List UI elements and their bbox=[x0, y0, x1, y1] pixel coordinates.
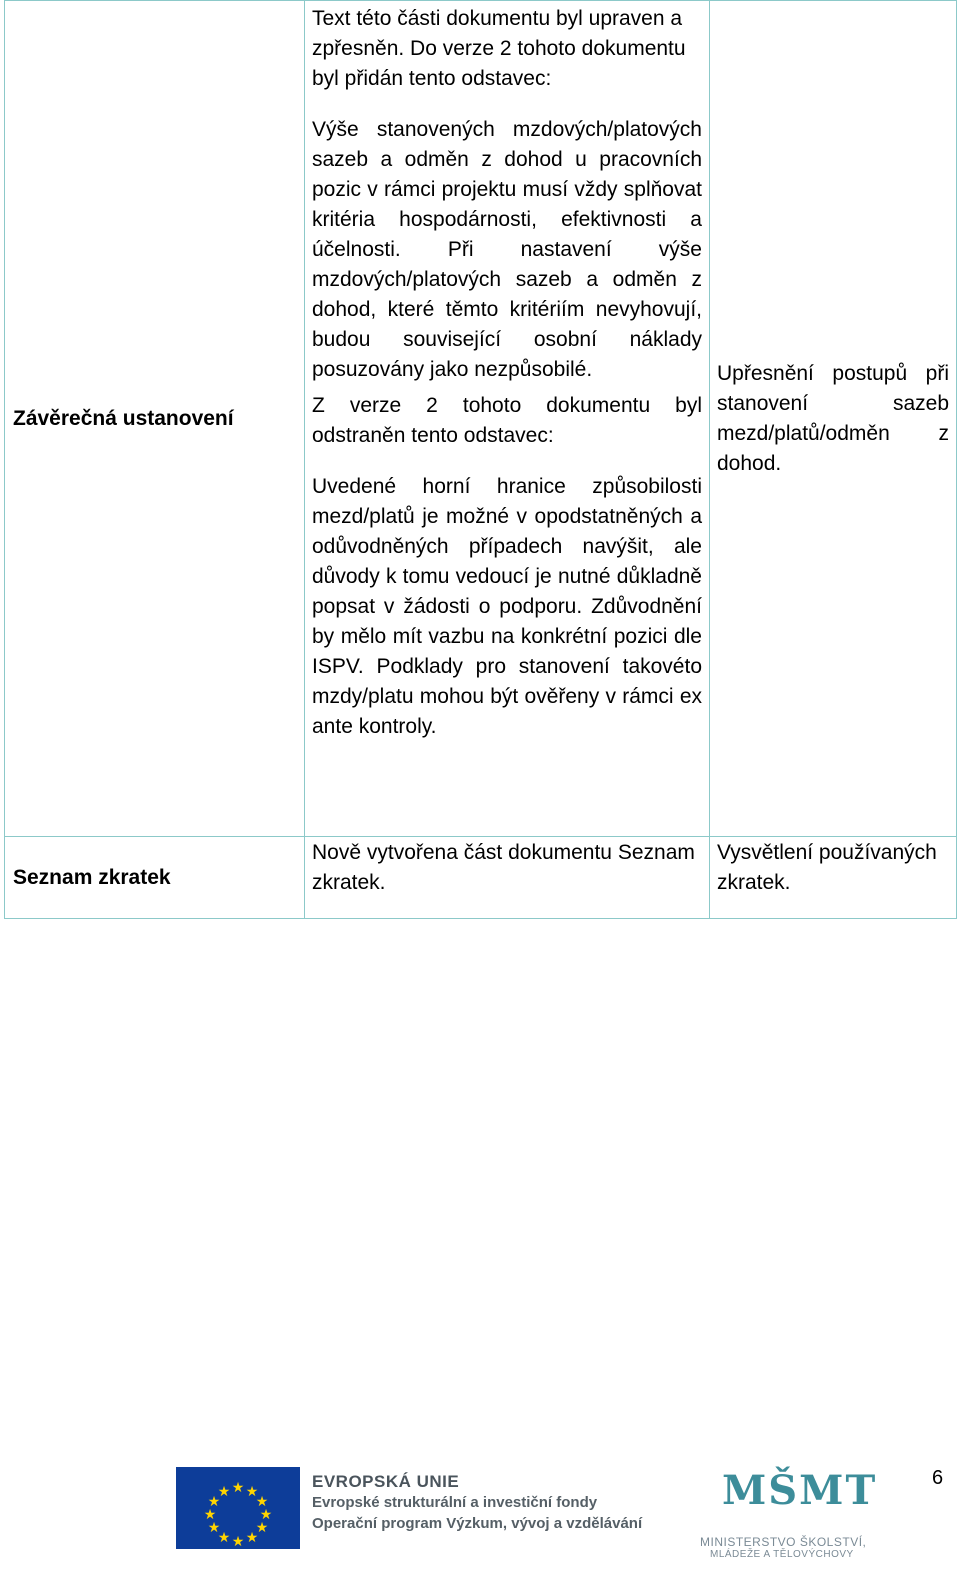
eu-program-line: Operační program Výzkum, vývoj a vzdělávání bbox=[312, 1515, 643, 1532]
msmt-logo bbox=[700, 1465, 878, 1575]
change-description: Nově vytvořena část dokumentu Seznam zkratek. bbox=[305, 837, 710, 919]
changes-table bbox=[4, 0, 957, 919]
table-row bbox=[5, 837, 957, 919]
removed-paragraph: Uvedené horní hranice způsobilosti mezd/platů je možné v opodstatněných a odůvodněných případech navýšit, ale důvody k tomu vedoucí je nutné důkladně popsat v žádosti o podporu. Zdůvodnění by mělo mít vazbu na konkrétní pozici dle ISPV. Podklady pro stanovení takovéto mzdy/platu mohou být ověřeny v rámci ex ante kontroly. bbox=[312, 475, 702, 738]
page-number: 6 bbox=[932, 1467, 944, 1489]
eu-title: EVROPSKÁ UNIE bbox=[312, 1472, 460, 1491]
eu-flag-icon: ★ ★ ★ ★ ★ ★ ★ ★ ★ ★ ★ ★ bbox=[176, 1467, 300, 1549]
removed-intro: Z verze 2 tohoto dokumentu byl odstraněn tento odstavec: bbox=[312, 394, 702, 447]
msmt-name-line1: MINISTERSTVO ŠKOLSTVÍ, bbox=[700, 1535, 867, 1549]
added-intro: Text této části dokumentu byl upraven a zpřesněn. Do verze 2 tohoto dokumentu byl přidán tento odstavec: bbox=[312, 7, 686, 90]
added-paragraph: Výše stanovených mzdových/platových sazeb a odměn z dohod u pracovních pozic v rámci projektu musí vždy splňovat kritéria hospodárnosti, efektivnosti a účelnosti. Při nastavení výše mzdových/platových sazeb a odměn z dohod, které těmto kritériím nevyhovují, budou související osobní náklady posuzovány jako nezpůsobilé. bbox=[312, 118, 702, 381]
msmt-mark: MŠMT bbox=[722, 1467, 878, 1514]
section-label: Závěrečná ustanovení bbox=[5, 1, 305, 837]
table-row bbox=[5, 1, 957, 837]
change-description bbox=[305, 1, 710, 837]
change-reason: Vysvětlení používaných zkratek. bbox=[710, 837, 957, 919]
eu-logo-text bbox=[312, 1471, 642, 1534]
eu-funds-line: Evropské strukturální a investiční fondy bbox=[312, 1494, 598, 1511]
change-reason: Upřesnění postupů při stanovení sazeb mezd/platů/odměn z dohod. bbox=[710, 1, 957, 837]
page-footer bbox=[0, 1455, 960, 1583]
msmt-name-line2: MLÁDEŽE A TĚLOVÝCHOVY bbox=[710, 1549, 854, 1560]
section-label: Seznam zkratek bbox=[5, 837, 305, 919]
